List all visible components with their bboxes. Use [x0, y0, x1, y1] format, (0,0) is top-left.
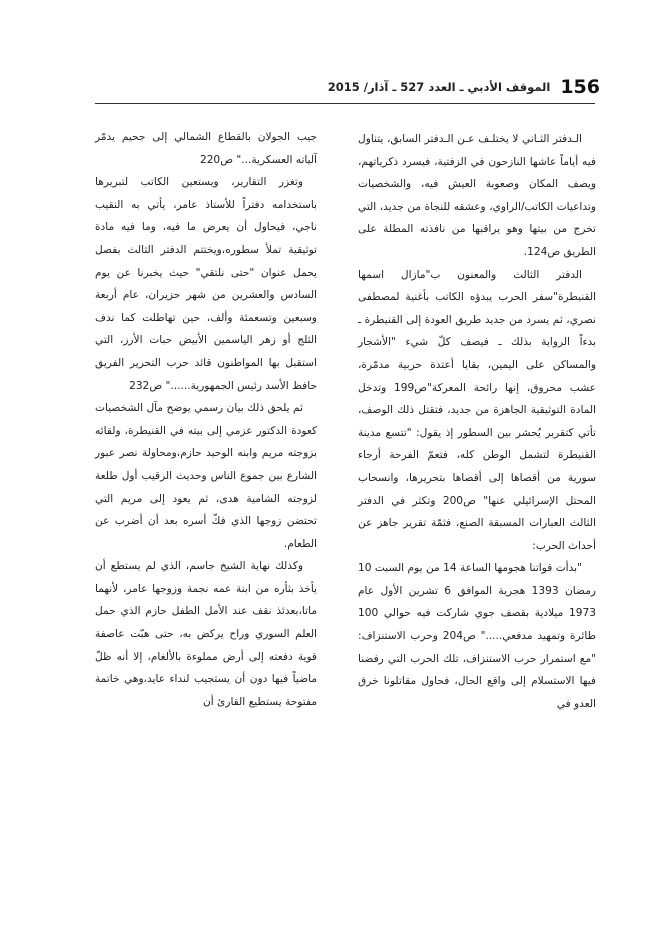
paragraph: وكذلك نهاية الشيخ جاسم، الذي لم يستطع أن يأخذ بثأره من ابنة عمه نجمة وزوجها عامر، لأنهما ماتا،بعدئذ نقف عند الأمل الطفل حازم الذي حمل العلم السوري وراح يركض به، حتى هبّت عاصفة قوية دفعته إلى أرض مملوءة بالألغام، إلا أنه ظلّ ماضياً فيها دون أن يستجيب لنداء عايد،وهي خاتمة مفتوحة يستطيع القارئ أن: [95, 560, 317, 708]
paragraph: الدفتر الثالث والمعنون ب"مازال اسمها القنيطرة"سفر الحرب يبدؤه الكاتب بأغنية لمصطفى نصري، ثم يسرد من جديد طريق العودة إلى القنيطرة ـ بدءاً الرواية بذلك ـ فيصف كلّ شيء "الأشجار والمساكن على اليمين، بقايا أعتدة حربية مدمّرة، عشب محروق، إنها رائحة المعركة"ص199 وتدخل المادة التوثيقية الجاهزة من جديد، فتقتل ذلك الوصف، تأتي كتقرير يُحشر بين السطور إذ يقول: "تتسع مدينة القنيطرة لتشمل الوطن كله، فتعمّ الفرحة أرجاء سورية من أقصاها إلى أقصاها بتحريرها، وانسحاب المحتل الإسرائيلي عنها" ص200 وتكثر في الدفتر الثالث العبارات المسبقة الصنع، فثمّة تقرير جاهز عن أحداث الحرب:: [358, 268, 596, 552]
header-rule: [95, 103, 595, 104]
paragraph: "بدأت قواتنا هجومها الساعة 14 من يوم السبت 10 رمضان 1393 هجرية الموافق 6 تشرين الأول عام 1973 ميلادية بقصف جوي شاركت فيه حوالي 100 طائرة وتمهيد مدفعي....." ص204 وحرب الاستنزاف: "مع استمرار حرب الاستنزاف، تلك الحرب التي رفضنا فيها الاستسلام إلى واقع الحال، فحاول مقاتلونا خرق العدو في: [358, 562, 596, 710]
page-number: 156: [560, 76, 600, 98]
paragraph: الـدفتر الثـاني لا يختلـف عـن الـدفتر السابق، يتناول فيه أياماً عاشها النازحون في الزفتية، فيسرد ذكرياتهم، ويصف المكان وصعوبة العيش فيه، والشخصيات وتداعيات الكاتب/الراوي، وعشقه للنجاة من جديد، التي تخرج من بيتها وهو يراقبها من نافذته المطلة على الطريق ص124.: [358, 133, 596, 258]
running-title: الموقف الأدبي ـ العدد 527 ـ آذار/ 2015: [327, 80, 551, 94]
page-header: [310, 72, 600, 102]
left-column: [95, 126, 317, 713]
paragraph: جيب الجولان بالقطاع الشمالي إلى جحيم يدمّر آلياته العسكرية..." ص220: [95, 131, 317, 166]
right-column: [358, 128, 596, 715]
paragraph: ثم يلحق ذلك بيان رسمي يوضح مآل الشخصيات كعودة الدكتور عزمي إلى بيته في القنيطرة، ولقائه بزوجته مريم وابنه الوحيد حازم،ومحاولة نصر عبور الشارع بين جموع الناس وحديث الرقيب أول طلعة لزوجته الشامية هدى، ثم يعود إلى مريم التي تحتضن زوجها الذي فكّ أسره بعد أن أضرب عن الطعام.: [95, 402, 317, 550]
paragraph: وتغزر التقارير، ويستعين الكاتب لتبريرها باستخدامه دفتراً للأستاذ عامر، يأتي به النقيب ناجي، فيحاول أن يعرض ما فيه، وما فيه مادة توثيقية تملأ سطوره،ويختتم الدفتر الثالث بفصل يحمل عنوان "حتى نلتقي" حيث يخبرنا عن يوم السادس والعشرين من شهر حزيران، عام أربعة وسبعين وتسعمئة وألف، حين تهاطلت كما ندف الثلج أو زهر الياسمين الأبيض حبات الأرز، التي استقبل بها المواطنون قائد حرب التحرير الفريق حافظ الأسد رئيس الجمهورية......" ص232: [95, 176, 317, 392]
